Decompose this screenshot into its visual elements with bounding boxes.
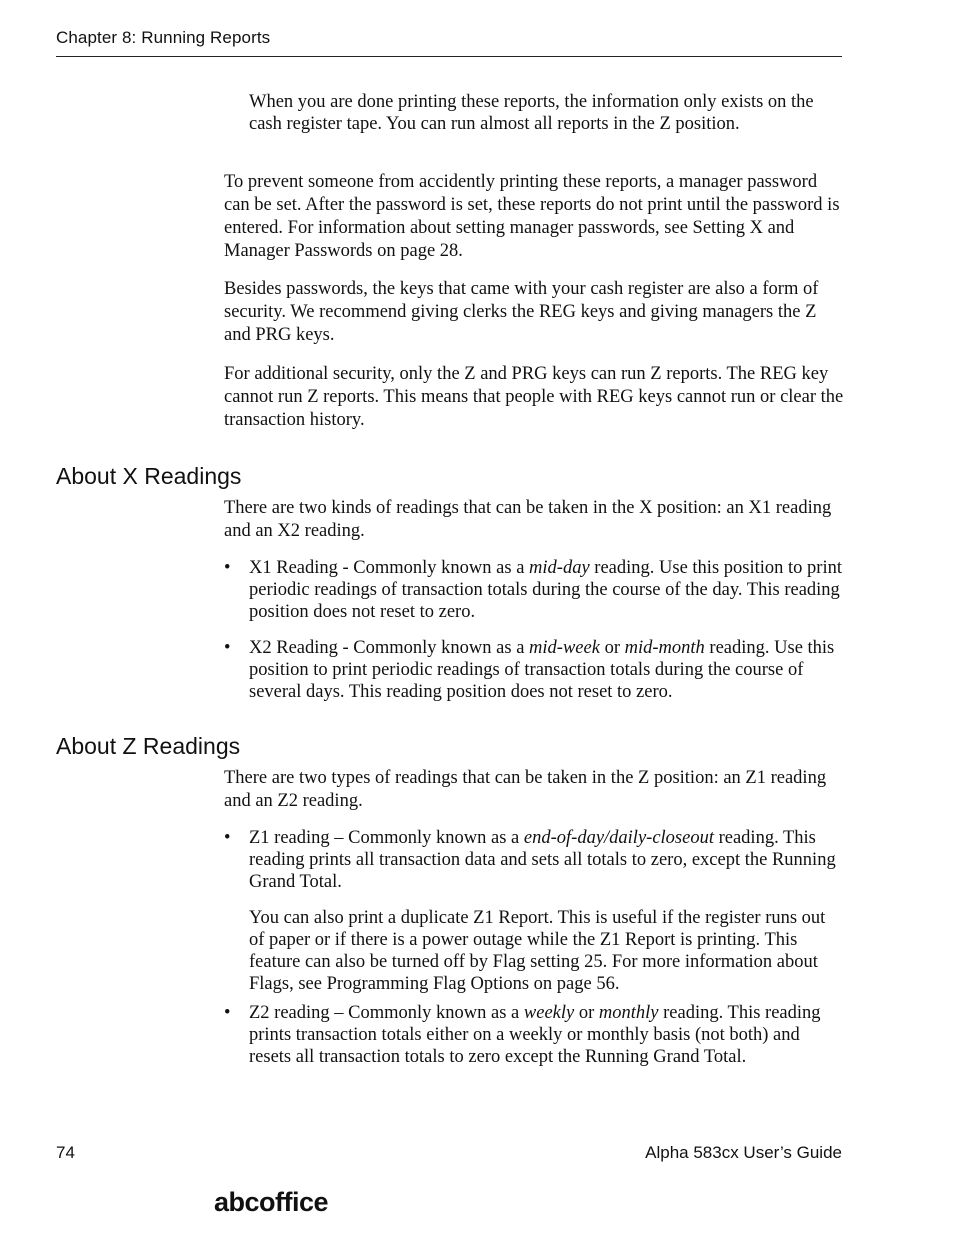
bullet-z1-reading xyxy=(249,827,844,893)
x2-lead: X2 Reading - Commonly known as a xyxy=(249,638,530,658)
abcoffice-logo: abcoffice xyxy=(214,1187,329,1217)
z1-lead: Z1 reading – Commonly known as a xyxy=(249,828,524,848)
z1-emphasis: end-of-day/daily-closeout xyxy=(523,828,714,848)
header-rule xyxy=(56,56,842,57)
bullet-marker: • xyxy=(224,1003,231,1023)
x-readings-intro: There are two kinds of readings that can be taken in the X position: an X1 reading and an X2 reading. xyxy=(224,498,832,541)
x1-lead: X1 Reading - Commonly known as a xyxy=(249,558,530,578)
section-heading-z-readings: About Z Readings xyxy=(56,733,241,759)
bullet-z2-reading xyxy=(249,1002,844,1068)
z2-emphasis-2: monthly xyxy=(598,1003,659,1023)
z2-tail: reading. This reading prints transaction totals either on a weekly or monthly basis (not both) and resets all transaction totals to zero except the Running Grand Total. xyxy=(249,1003,821,1067)
z-readings-intro: There are two types of readings that can be taken in the Z position: an Z1 reading and an Z2 reading. xyxy=(224,768,827,811)
guide-title: Alpha 583cx User’s Guide xyxy=(645,1143,842,1162)
x1-tail: reading. Use this position to print periodic readings of transaction totals during the course of the day. This reading position does not reset to zero. xyxy=(249,558,842,622)
bullet-x1-reading xyxy=(249,557,844,623)
x2-emphasis-2: mid-month xyxy=(624,638,705,658)
z2-lead: Z2 reading – Commonly known as a xyxy=(249,1003,524,1023)
page-number: 74 xyxy=(56,1143,75,1162)
x1-emphasis: mid-day xyxy=(529,558,590,578)
section-heading-x-readings: About X Readings xyxy=(56,463,242,489)
intro-paragraph-4: For additional security, only the Z and PRG keys can run Z reports. The REG key cannot run Z reports. This means that people with REG keys cannot run or clear the transaction history. xyxy=(224,364,844,430)
x2-tail: reading. Use this position to print periodic readings of transaction totals during the course of several days. This reading position does not reset to zero. xyxy=(249,638,835,702)
running-header: Chapter 8: Running Reports xyxy=(56,28,271,47)
z1-duplicate-note: You can also print a duplicate Z1 Report. This is useful if the register runs out of paper or if there is a power outage while the Z1 Report is printing. This feature can also be turned off by Flag setting 25. For more information about Flags, see Programming Flag Options on page 56. xyxy=(249,908,826,994)
x2-emphasis-1: mid-week xyxy=(529,638,600,658)
bullet-marker: • xyxy=(224,828,231,848)
x2-mid: or xyxy=(599,638,625,658)
intro-paragraph-2: To prevent someone from accidently printing these reports, a manager password can be set. After the password is set, these reports do not print until the password is entered. For information about setting manager passwords, see Setting X and Manager Passwords on page 28. xyxy=(224,172,840,261)
bullet-marker: • xyxy=(224,638,231,658)
bullet-x2-reading xyxy=(249,637,844,703)
intro-paragraph-1: When you are done printing these reports, the information only exists on the cash register tape. You can run almost all reports in the Z position. xyxy=(249,92,814,134)
z1-tail: reading. This reading prints all transaction data and sets all totals to zero, except the Running Grand Total. xyxy=(249,828,836,892)
z2-mid: or xyxy=(574,1003,599,1023)
bullet-marker: • xyxy=(224,558,231,578)
z2-emphasis-1: weekly xyxy=(523,1003,575,1023)
intro-paragraph-3: Besides passwords, the keys that came with your cash register are also a form of security. We recommend giving clerks the REG keys and giving managers the Z and PRG keys. xyxy=(224,279,819,345)
